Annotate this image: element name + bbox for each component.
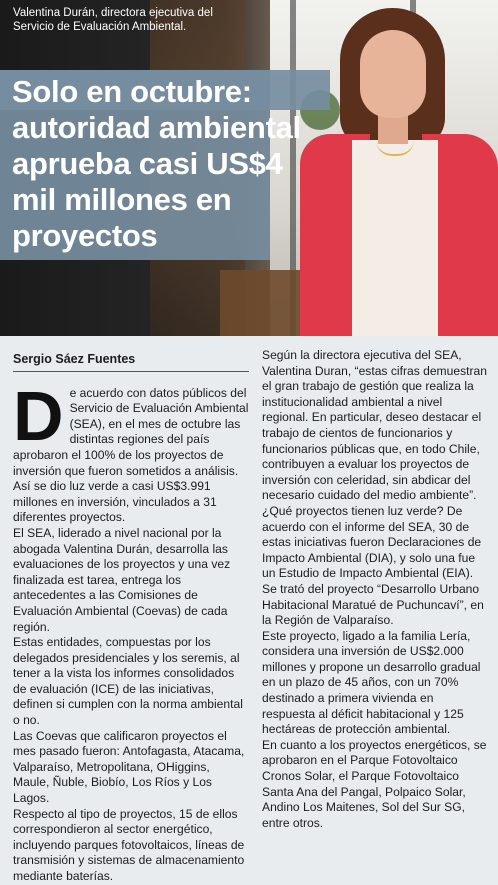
person-face [360,30,426,118]
article-paragraph: Las Coevas que calificaron proyectos el mes pasado fueron: Antofagasta, Atacama, Valparaíso, Metropolitana, OHiggins, Maule, Ñuble, Biobío, Los Ríos y Los Lagos. [13,728,245,806]
byline: Sergio Sáez Fuentes [13,352,136,366]
article-paragraph: Respecto al tipo de proyectos, 15 de ellos correspondieron al sector energético, incluyendo parques fotovoltaicos, líneas de transmisión y sistemas de almacenamiento mediante baterías. [13,806,245,883]
article-column-left [13,352,249,885]
article-paragraph: En cuanto a los proyectos energéticos, se aprobaron en el Parque Fotovoltaico Cronos Solar, el Parque Fotovoltaico Santa Ana del Pangal, Polpaico Solar, Andino Los Maitenes, Sol del Sur SG, entre otros. [262,737,487,830]
paragraph-text: e acuerdo con datos públicos del Servicio de Evaluación Ambiental (SEA), en el mes de octubre las distintas regiones del país aprobaron el 100% de los proyectos de inversión que fueron sometidos a análisis. Así se dio luz verde a casi US$3.991 millones en inversión, vinculados a 31 diferentes proyectos. [13,385,249,525]
dropcap: D [13,376,64,455]
portrait-photo [0,0,498,336]
photo-caption: Valentina Durán, directora ejecutiva del Servicio de Evaluación Ambiental. [13,7,213,33]
headline: Solo en octubre: autoridad ambiental aprueba casi US$4 mil millones en proyectos [12,74,301,253]
person-shirt [352,140,438,336]
byline-rule [13,371,249,372]
article-column-right [262,348,488,831]
article-paragraph [13,376,249,526]
article-paragraph: Estas entidades, compuestas por los delegados presidenciales y los seremis, al tener a la vista los informes consolidados de evaluación (ICE) de las iniciativas, definen si cumplen con la norma ambiental o no. [13,635,243,728]
article-paragraph: Este proyecto, ligado a la familia Lería, considera una inversión de US$2.000 millones y propone un desarrollo gradual en un plazo de 45 años, con un 70% destinado a primera vivienda en respuesta al déficit habitacional y 125 hectáreas de protección ambiental. [262,628,481,737]
article-paragraph: ¿Qué proyectos tienen luz verde? De acuerdo con el informe del SEA, 30 de estas iniciativas fueron Declaraciones de Impacto Ambiental (DIA), y solo una fue un Estudio de Impacto Ambiental (EIA). Se trató del proyecto “Desarrollo Urbano Habitacional Maratué de Puchuncaví”, en la Región de Valparaíso. [262,503,484,628]
article-paragraph: Según la directora ejecutiva del SEA, Valentina Duran, “estas cifras demuestran el gran trabajo de gestión que realiza la institucionalidad ambiental a nivel regional. En particular, deseo destacar el trabajo de cientos de funcionarios y funcionarios públicas que, en todo Chile, contribuyen a evaluar los proyectos de inversión con celeridad, sin abdicar del necesario cuidado del medio ambiente”. [262,348,487,503]
article-paragraph: El SEA, liderado a nivel nacional por la abogada Valentina Durán, desarrolla las evaluaciones de los proyectos y una vez finalizada est tarea, entrega los antecedentes a las Comisiones de Evaluación Ambiental (Coevas) de cada región. [13,525,231,634]
